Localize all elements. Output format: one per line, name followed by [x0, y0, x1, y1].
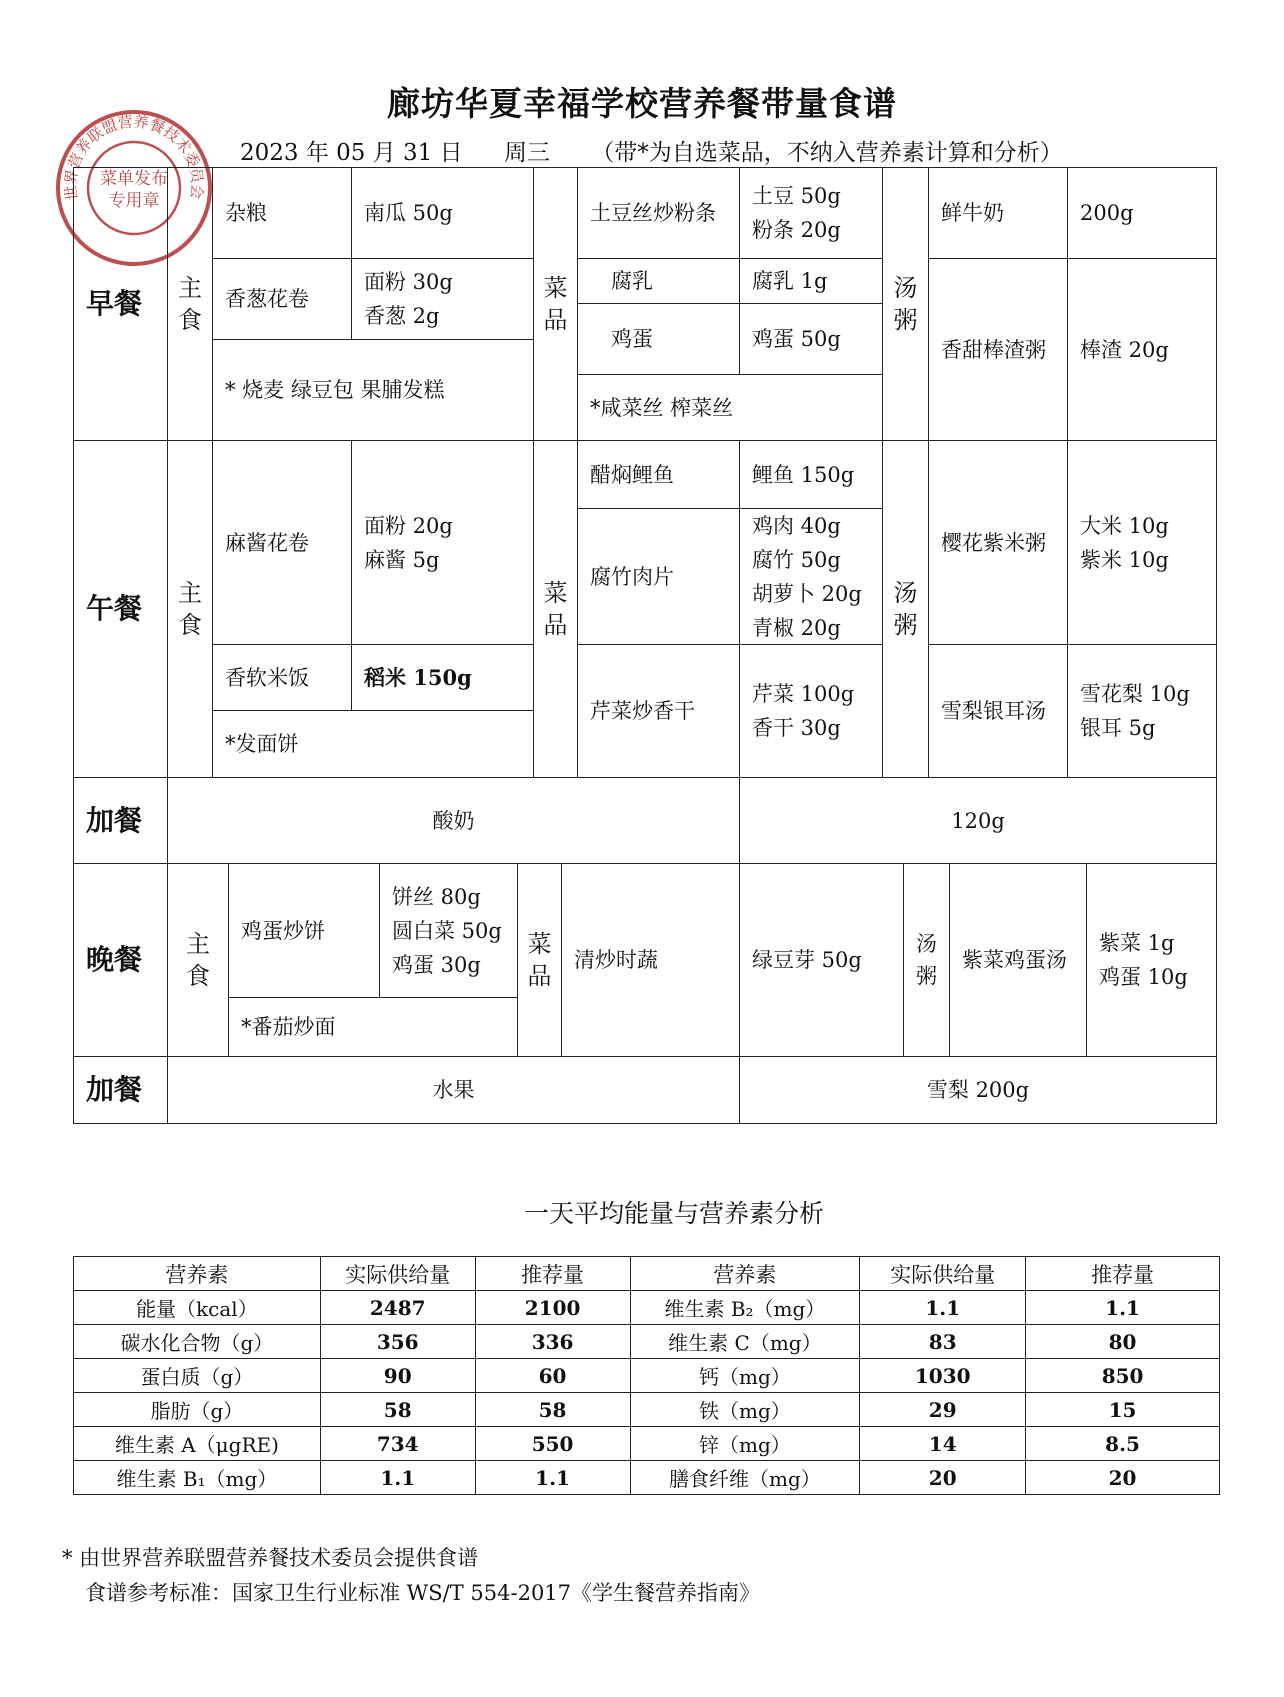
table-row [74, 1427, 1220, 1461]
breakfast-staple-optional: * 烧麦 绿豆包 果脯发糕 [212, 339, 534, 441]
breakfast-dish-optional: *咸菜丝 榨菜丝 [577, 374, 883, 441]
breakfast-dish-2-name: 腐乳 [577, 258, 740, 304]
lunch-staple-optional: *发面饼 [212, 710, 534, 778]
breakfast-dish-1-amounts: 土豆 50g 粉条 20g [739, 167, 883, 259]
lunch-soup-1-amounts: 大米 10g 紫米 10g [1067, 440, 1217, 645]
nutrient-name: 维生素 B₂（mg） [630, 1291, 860, 1325]
lunch-soup-2-name: 雪梨银耳汤 [928, 644, 1068, 778]
recommended-value: 15 [1026, 1393, 1220, 1427]
footer-provider-note: * 由世界营养联盟营养餐技术委员会提供食谱 [62, 1546, 479, 1570]
recommended-value: 60 [475, 1359, 630, 1393]
lunch-dish-1-amounts: 鲤鱼 150g [739, 440, 883, 509]
actual-value: 20 [860, 1461, 1026, 1495]
lunch-dish-label: 菜品 [533, 440, 578, 778]
lunch-dish-2-name: 腐竹肉片 [577, 508, 740, 645]
dinner-soup-label: 汤粥 [903, 863, 950, 1057]
nutrition-header-row [74, 1257, 1220, 1291]
meal-breakfast: 早餐 [73, 167, 168, 441]
table-row [74, 1291, 1220, 1325]
lunch-dish-3-name: 芹菜炒香干 [577, 644, 740, 778]
header-cell: 营养素 [74, 1257, 321, 1291]
nutrient-name: 维生素 C（mg） [630, 1325, 860, 1359]
dinner-dish-amounts: 绿豆芽 50g [739, 863, 904, 1057]
weekday: 周三 [503, 140, 550, 166]
actual-value: 90 [320, 1359, 475, 1393]
actual-value: 83 [860, 1325, 1026, 1359]
lunch-staple-2-name: 香软米饭 [212, 644, 352, 711]
meal-snack-1: 加餐 [73, 777, 168, 864]
snack-1-item: 酸奶 [167, 777, 740, 864]
table-row [74, 1461, 1220, 1495]
nutrient-name: 铁（mg） [630, 1393, 860, 1427]
lunch-staple-label: 主食 [167, 440, 213, 778]
actual-value: 1.1 [860, 1291, 1026, 1325]
meal-snack-2: 加餐 [73, 1056, 168, 1124]
recommended-value: 58 [475, 1393, 630, 1427]
date: 2023 年 05 月 31 日 [240, 140, 463, 166]
breakfast-staple-2-amounts: 面粉 30g 香葱 2g [351, 258, 534, 340]
nutrient-name: 脂肪（g） [74, 1393, 321, 1427]
breakfast-staple-2-name: 香葱花卷 [212, 258, 352, 340]
header-cell: 推荐量 [475, 1257, 630, 1291]
recommended-value: 2100 [475, 1291, 630, 1325]
lunch-staple-2-amounts: 稻米 150g [351, 644, 534, 711]
breakfast-dish-1-name: 土豆丝炒粉条 [577, 167, 740, 259]
meal-lunch: 午餐 [73, 440, 168, 778]
dinner-staple-amounts: 饼丝 80g 圆白菜 50g 鸡蛋 30g [379, 863, 518, 998]
page-title: 廊坊华夏幸福学校营养餐带量食谱 [387, 84, 897, 123]
recommended-value: 20 [1026, 1461, 1220, 1495]
meal-dinner: 晚餐 [73, 863, 168, 1057]
recommended-value: 850 [1026, 1359, 1220, 1393]
recommended-value: 1.1 [475, 1461, 630, 1495]
actual-value: 734 [320, 1427, 475, 1461]
actual-value: 14 [860, 1427, 1026, 1461]
breakfast-soup-label: 汤粥 [882, 167, 929, 441]
dinner-staple-label: 主食 [167, 863, 229, 1057]
analysis-title: 一天平均能量与营养素分析 [523, 1199, 824, 1228]
stamp-inner-line2: 专用章 [108, 191, 160, 211]
dinner-dish-label: 菜品 [517, 863, 562, 1057]
lunch-dish-3-amounts: 芹菜 100g 香干 30g [739, 644, 883, 778]
recommended-value: 80 [1026, 1325, 1220, 1359]
actual-value: 29 [860, 1393, 1026, 1427]
recommended-value: 336 [475, 1325, 630, 1359]
header-cell: 实际供给量 [860, 1257, 1026, 1291]
nutrient-name: 能量（kcal） [74, 1291, 321, 1325]
header-cell: 营养素 [630, 1257, 860, 1291]
dinner-dish-name: 清炒时蔬 [561, 863, 740, 1057]
snack-1-amount: 120g [739, 777, 1217, 864]
lunch-staple-1-amounts: 面粉 20g 麻酱 5g [351, 440, 534, 645]
actual-value: 58 [320, 1393, 475, 1427]
lunch-dish-2-amounts: 鸡肉 40g 腐竹 50g 胡萝卜 20g 青椒 20g [739, 508, 883, 645]
breakfast-staple-label: 主食 [167, 167, 213, 441]
lunch-soup-label: 汤粥 [882, 440, 929, 778]
nutrient-name: 蛋白质（g） [74, 1359, 321, 1393]
recommended-value: 1.1 [1026, 1291, 1220, 1325]
table-row [74, 1325, 1220, 1359]
actual-value: 356 [320, 1325, 475, 1359]
snack-2-amount: 雪梨 200g [739, 1056, 1217, 1124]
breakfast-staple-1-name: 杂粮 [212, 167, 352, 259]
breakfast-soup-2-amounts: 棒渣 20g [1067, 258, 1217, 441]
nutrient-name: 碳水化合物（g） [74, 1325, 321, 1359]
nutrient-name: 锌（mg） [630, 1427, 860, 1461]
nutrient-name: 钙（mg） [630, 1359, 860, 1393]
stamp-inner-line1: 菜单发布 [100, 169, 168, 189]
dinner-staple-name: 鸡蛋炒饼 [228, 863, 380, 998]
lunch-soup-1-name: 樱花紫米粥 [928, 440, 1068, 645]
lunch-dish-1-name: 醋焖鲤鱼 [577, 440, 740, 509]
nutrient-name: 维生素 A（μgRE) [74, 1427, 321, 1461]
dinner-soup-name: 紫菜鸡蛋汤 [949, 863, 1087, 1057]
date-line [240, 134, 1097, 167]
table-row [74, 1393, 1220, 1427]
dinner-soup-amounts: 紫菜 1g 鸡蛋 10g [1086, 863, 1217, 1057]
snack-2-item: 水果 [167, 1056, 740, 1124]
selection-note: （带*为自选菜品，不纳入营养素计算和分析） [591, 140, 1063, 166]
nutrition-table [73, 1256, 1220, 1495]
header-cell: 推荐量 [1026, 1257, 1220, 1291]
lunch-staple-1-name: 麻酱花卷 [212, 440, 352, 645]
recommended-value: 550 [475, 1427, 630, 1461]
breakfast-soup-1-name: 鲜牛奶 [928, 167, 1068, 259]
actual-value: 2487 [320, 1291, 475, 1325]
recommended-value: 8.5 [1026, 1427, 1220, 1461]
footer-standard-note: 食谱参考标准：国家卫生行业标准 WS/T 554-2017《学生餐营养指南》 [85, 1581, 761, 1605]
dinner-staple-optional: *番茄炒面 [228, 997, 518, 1057]
nutrient-name: 膳食纤维（mg） [630, 1461, 860, 1495]
header-cell: 实际供给量 [320, 1257, 475, 1291]
actual-value: 1.1 [320, 1461, 475, 1495]
table-row [74, 1359, 1220, 1393]
actual-value: 1030 [860, 1359, 1026, 1393]
breakfast-dish-3-name: 鸡蛋 [577, 303, 740, 375]
breakfast-soup-1-amounts: 200g [1067, 167, 1217, 259]
breakfast-soup-2-name: 香甜棒渣粥 [928, 258, 1068, 441]
nutrient-name: 维生素 B₁（mg） [74, 1461, 321, 1495]
lunch-soup-2-amounts: 雪花梨 10g 银耳 5g [1067, 644, 1217, 778]
breakfast-dish-3-amounts: 鸡蛋 50g [739, 303, 883, 375]
breakfast-staple-1-amounts: 南瓜 50g [351, 167, 534, 259]
breakfast-dish-label: 菜品 [533, 167, 578, 441]
breakfast-dish-2-amounts: 腐乳 1g [739, 258, 883, 304]
stamp-outer-text: 世界营养联盟营养餐技术委员会 [61, 112, 207, 202]
